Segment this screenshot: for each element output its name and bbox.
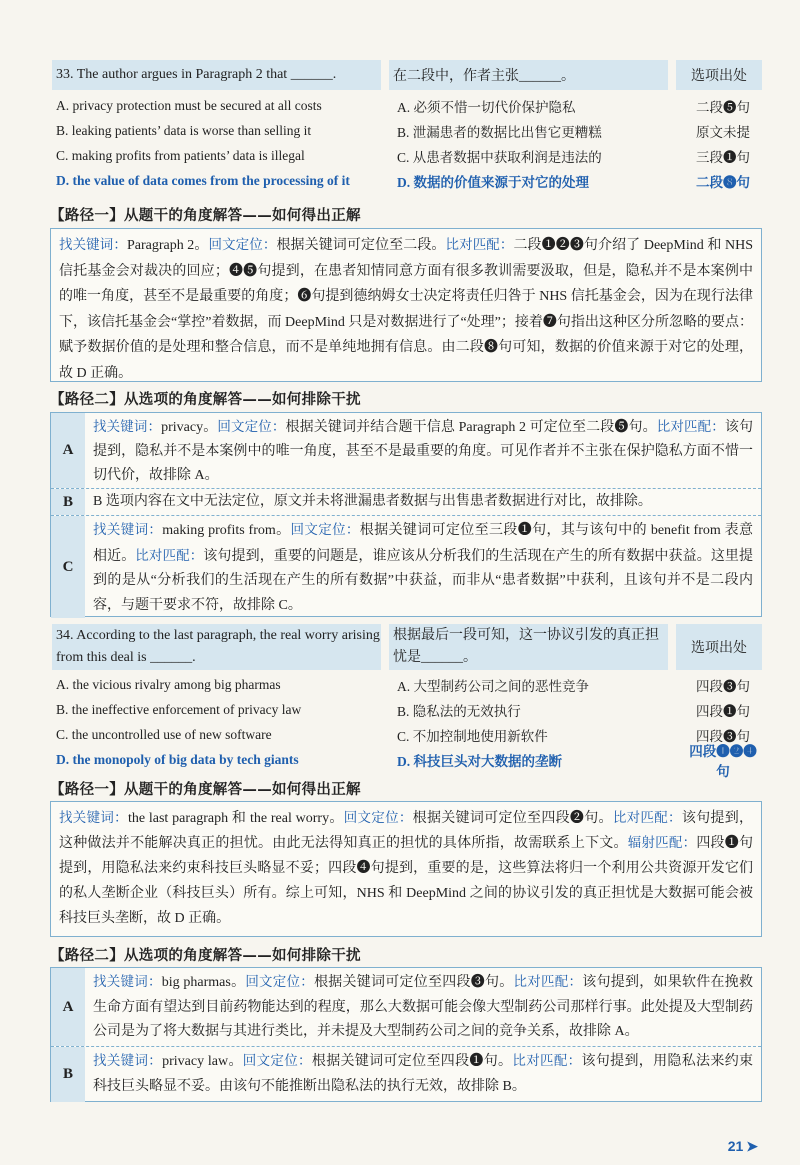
q33-option-d-correct — [52, 168, 762, 193]
q34-header — [52, 624, 762, 670]
q34-stem-zh: 根据最后一段可知，这一协议引发的真正担忧是______。 — [389, 624, 668, 670]
q33-option-a — [52, 93, 762, 118]
row-text — [85, 516, 761, 618]
page-number — [728, 1138, 758, 1155]
q34-path2-table — [50, 967, 762, 1102]
q34-path1-title: 【路径一】从题干的角度解答——如何得出正解 — [50, 782, 361, 798]
match-label: 比对匹配： — [612, 810, 682, 826]
q33-path2-row-a — [51, 413, 761, 489]
option-zh: B. 泄漏患者的数据比出售它更糟糕 — [397, 124, 602, 140]
keyword-label: 找关键词： — [59, 810, 128, 826]
q34-table — [52, 624, 762, 779]
q34-option-c — [52, 722, 762, 747]
option-source: 三段❶句 — [696, 149, 750, 165]
q34-option-d-correct — [52, 743, 762, 779]
row-label: A — [51, 413, 85, 488]
option-zh: C. 从患者数据中获取利润是违法的 — [397, 149, 602, 165]
option-zh: D. 科技巨头对大数据的垄断 — [397, 753, 562, 769]
option-zh: A. 大型制药公司之间的恶性竞争 — [397, 678, 589, 694]
match-text: 该句提到，这种做法并不能解决真正的担忧。由此无法得知真正的担忧的具体所指，故需联系上下文。 — [59, 811, 753, 851]
option-source: 原文未提 — [696, 124, 750, 140]
q33-header — [52, 60, 762, 90]
option-en: D. the value of data comes from the processing of it — [56, 172, 350, 188]
q33-stem-zh: 在二段中，作者主张______。 — [389, 60, 668, 90]
locate-label: 回文定位： — [242, 1053, 312, 1069]
locate-text: 根据关键词并结合题干信息 Paragraph 2 可定位至二段❺句。 — [285, 420, 657, 435]
locate-text: 根据关键词可定位至四段❸句。 — [314, 975, 514, 990]
option-source: 二段❺句 — [696, 99, 750, 115]
q33-path1-box — [50, 228, 762, 382]
q33-option-b — [52, 118, 762, 143]
q33-stem-en: 33. The author argues in Paragraph 2 that ______. — [52, 60, 381, 90]
radiate-label: 辐射匹配： — [627, 835, 697, 851]
row-text — [85, 1047, 761, 1102]
option-en: A. the vicious rivalry among big pharmas — [56, 676, 281, 692]
keyword-label: 找关键词： — [93, 419, 162, 435]
row-label: B — [51, 489, 85, 515]
page-number-text: 21 — [727, 1138, 744, 1154]
option-zh: C. 不加控制地使用新软件 — [397, 728, 548, 744]
match-label: 比对匹配： — [656, 419, 725, 435]
option-zh: A. 必须不惜一切代价保护隐私 — [397, 99, 576, 115]
locate-text: 根据关键词可定位至四段❶句。 — [311, 1054, 513, 1069]
option-en: D. the monopoly of big data by tech giants — [56, 751, 299, 767]
keyword-label: 找关键词： — [93, 522, 163, 538]
keyword-text: Paragraph 2。 — [126, 238, 209, 253]
q33-path2-row-b — [51, 489, 761, 516]
keyword-label: 找关键词： — [93, 974, 162, 990]
q33-option-c — [52, 143, 762, 168]
option-en: C. the uncontrolled use of new software — [56, 726, 272, 742]
q34-path2-row-b — [51, 1047, 761, 1102]
option-source: 四段❶句 — [696, 703, 750, 719]
q33-table — [52, 60, 762, 193]
q34-option-a — [52, 672, 762, 697]
keyword-text: the last paragraph 和 the real worry。 — [127, 811, 344, 826]
q34-stem-en: 34. According to the last paragraph, the real worry arising from this deal is ______. — [52, 624, 381, 670]
locate-label: 回文定位： — [208, 237, 277, 253]
q34-source-header: 选项出处 — [676, 624, 762, 670]
locate-label: 回文定位： — [245, 974, 315, 990]
match-text: 该句提到，重要的问题是，谁应该从分析我们的生活现在产生的所有数据中获益。这里提到的是从“分析我们的生活现在产生的所有数据”中获益，而非从“患者数据”中获利，且该句并不是二段内容，与题干要求不符，故排除 C。 — [93, 548, 754, 613]
keyword-text: big pharmas。 — [161, 975, 246, 990]
row-label: A — [51, 968, 85, 1046]
option-en: B. the ineffective enforcement of privacy law — [56, 701, 302, 717]
keyword-text: privacy。 — [161, 420, 218, 435]
locate-label: 回文定位： — [290, 522, 360, 538]
q34-option-b — [52, 697, 762, 722]
match-text: 该句提到，隐私并不是本案例中的唯一角度，甚至不是最重要的角度。可见作者并不主张在保护隐私方面不惜一切代价，故排除 A。 — [93, 420, 753, 483]
q33-source-header: 选项出处 — [676, 60, 762, 90]
match-label: 比对匹配： — [135, 547, 204, 564]
match-label: 比对匹配： — [513, 974, 583, 990]
row-text — [85, 968, 761, 1046]
match-label: 比对匹配： — [445, 237, 514, 253]
match-text: 该句提到，如果软件在挽救生命方面有望达到目前药物能达到的程度，那么大数据可能会像大型制药公司那样行事。此处提及大型制药公司是为了将大数据与其进行类比，并未提及大型制药公司之间的竞争关系，故排除 A。 — [93, 975, 754, 1039]
row-label: C — [51, 516, 85, 618]
q34-path1-box — [50, 801, 762, 937]
option-en: A. privacy protection must be secured at all costs — [56, 97, 322, 113]
row-text — [85, 413, 761, 488]
option-en: B. leaking patients’ data is worse than selling it — [56, 122, 312, 138]
keyword-label: 找关键词： — [93, 1053, 163, 1069]
q34-path2-title: 【路径二】从选项的角度解答——如何排除干扰 — [50, 948, 361, 964]
keyword-label: 找关键词： — [59, 237, 127, 253]
option-source: 四段❸句 — [696, 678, 750, 694]
q33-path2-row-c — [51, 516, 761, 618]
q33-path2-table — [50, 412, 762, 617]
match-text: 二段❶❷❸句介绍了 DeepMind 和 NHS 信托基金会对裁决的回应；❹❺句提到，在患者知情同意方面有很多教训需要汲取，但是，隐私并不是本案例中的唯一角度，甚至不是最重要的角度；❻句提到德纳姆女士决定将责任归咎于 NHS 信托基金会，因为在现行法律下，该信托基金会“掌控”着数据，而 DeepMind 只是对数据进行了“处理”；接着❼句指出这种区分所忽略的要点：赋予数据价值的是处理和整合信息，而不是单纯地拥有信息。由二段❽句可知，数据的价值来源于对它的处理，故 D 正确。 — [59, 238, 754, 381]
locate-text: 根据关键词可定位至四段❷句。 — [412, 811, 613, 826]
page-arrow-icon: ➤ — [746, 1138, 758, 1154]
row-label: B — [51, 1047, 85, 1102]
option-zh: D. 数据的价值来源于对它的处理 — [397, 174, 589, 190]
keyword-text: privacy law。 — [162, 1054, 243, 1069]
match-label: 比对匹配： — [512, 1053, 582, 1069]
q34-path2-row-a — [51, 968, 761, 1047]
locate-text: 根据关键词可定位至三段❶句，其与该句中的 benefit from 表意相近。 — [93, 523, 753, 564]
option-en: C. making profits from patients’ data is illegal — [56, 147, 305, 163]
locate-label: 回文定位： — [343, 810, 413, 826]
q33-path1-title: 【路径一】从题干的角度解答——如何得出正解 — [50, 208, 361, 224]
option-source: 四段❸句 — [696, 728, 750, 744]
option-zh: B. 隐私法的无效执行 — [397, 703, 521, 719]
option-source: 四段❶❷❹句 — [689, 743, 757, 779]
match-text: 该句提到，用隐私法来约束科技巨头略显不妥。由该句不能推断出隐私法的执行无效，故排除 B。 — [93, 1054, 754, 1094]
radiate-text: 四段❶句提到，用隐私法来约束科技巨头略显不妥；四段❹句提到，重要的是，这些算法将归一个利用公共资源开发它们的私人垄断企业（科技巨头）所有。综上可知，NHS 和 DeepMind 之间的协议引发的真正担忧是大数据可能会被科技巨头垄断，故 D 正确。 — [59, 836, 753, 926]
row-text: B 选项内容在文中无法定位，原文并未将泄漏患者数据与出售患者数据进行对比，故排除。 — [93, 494, 652, 509]
locate-text: 根据关键词可定位至二段。 — [276, 238, 446, 253]
keyword-text: making profits from。 — [162, 523, 291, 538]
locate-label: 回文定位： — [217, 419, 286, 435]
option-source: 二段❽句 — [696, 174, 750, 190]
q33-path2-title: 【路径二】从选项的角度解答——如何排除干扰 — [50, 392, 361, 408]
